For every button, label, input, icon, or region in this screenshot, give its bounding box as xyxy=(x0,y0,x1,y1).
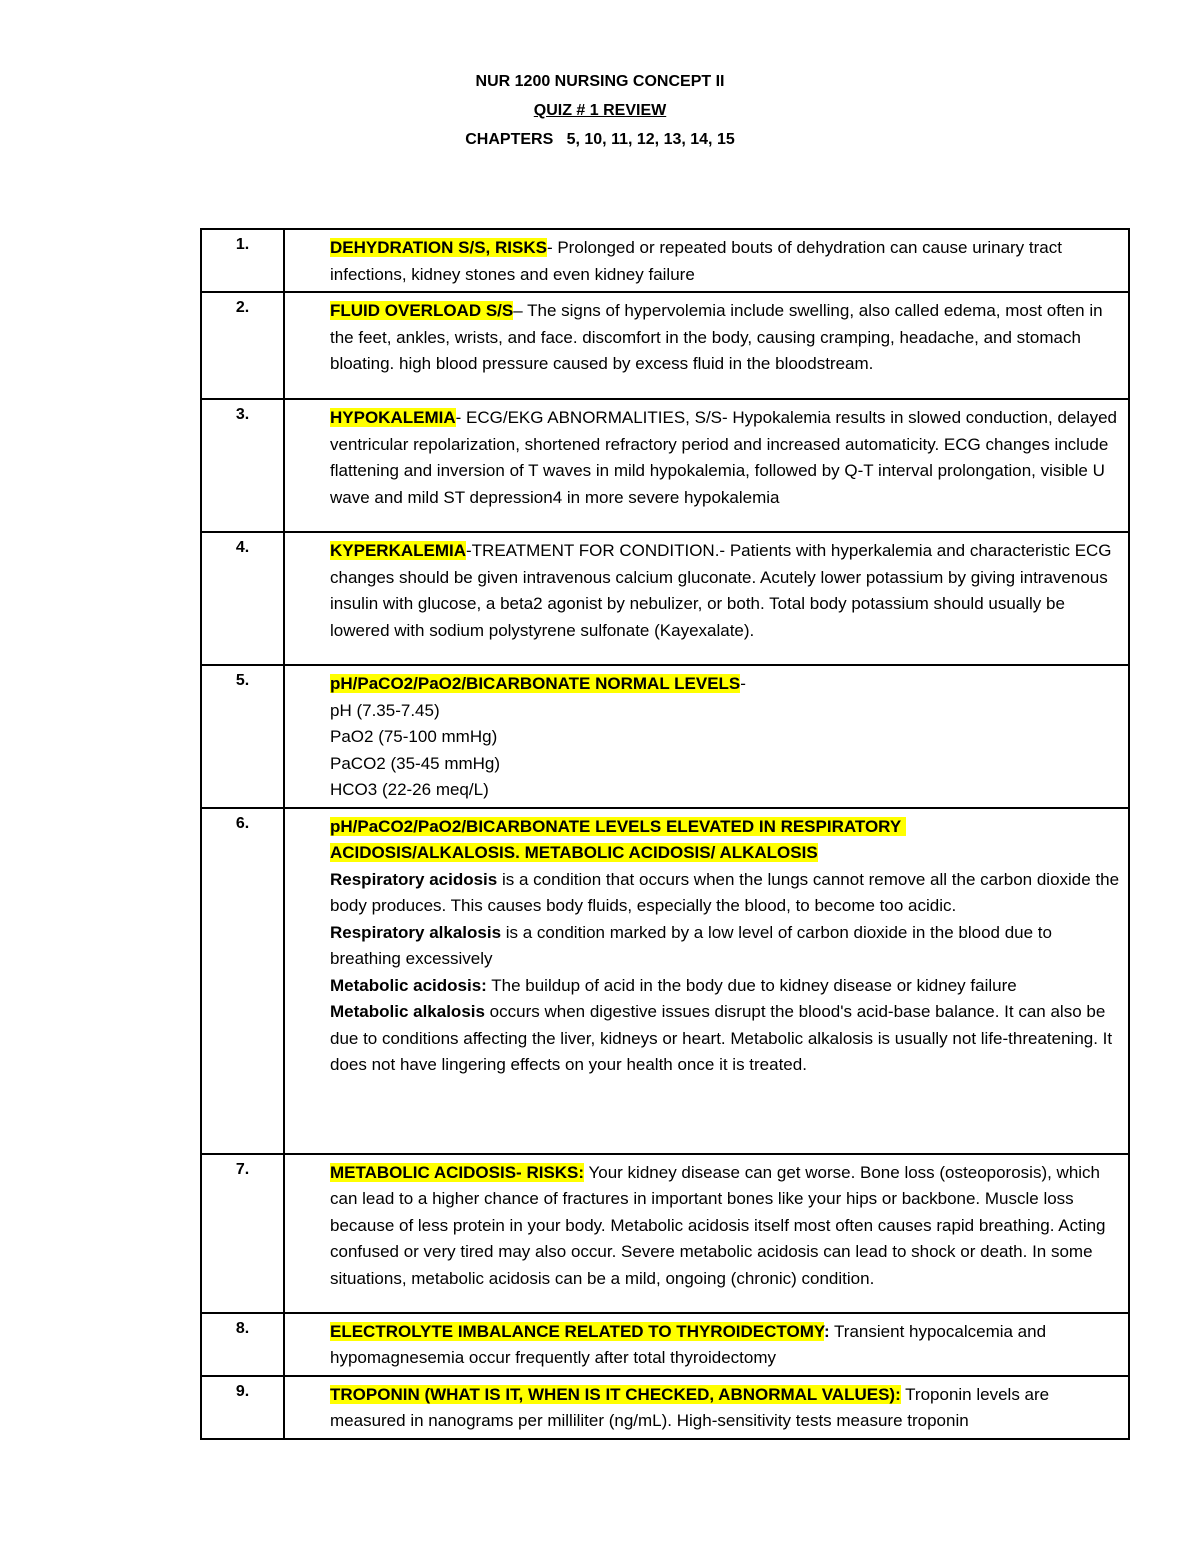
table-row xyxy=(201,532,1129,665)
item-content xyxy=(284,399,1129,532)
item-number: 5. xyxy=(201,665,284,808)
table-row xyxy=(201,292,1129,399)
entry-term: Respiratory alkalosis xyxy=(330,922,502,942)
chapters-line: CHAPTERS 5, 10, 11, 12, 13, 14, 15 xyxy=(465,131,735,148)
entry-text: occurs when digestive issues disrupt the blood's acid-base balance. It can also be due to conditions affecting the liver, kidneys or heart. Metabolic alkalosis is usually not life-threatening. It does not have lingering effects on your health once it is treated. xyxy=(330,1002,1113,1074)
item-content xyxy=(284,229,1129,292)
entry-text: is a condition that occurs when the lungs cannot remove all the carbon dioxide the body produces. This causes body fluids, especially the blood, to become too acidic. xyxy=(330,869,1120,915)
table-row xyxy=(201,399,1129,532)
item-number: 6. xyxy=(201,808,284,1154)
table-row xyxy=(201,1313,1129,1376)
item-content xyxy=(284,1376,1129,1439)
table-row xyxy=(201,1376,1129,1439)
item-text: - ECG/EKG ABNORMALITIES, S/S- Hypokalemia results in slowed conduction, delayed ventricular repolarization, shortened refractory period and increased automaticity. ECG changes include flattening and inversion of T waves in mild hypokalemia, followed by Q-T interval prolongation, visible U wave and mild ST depression4 in more severe hypokalemia xyxy=(330,408,1118,507)
item-heading: TROPONIN (WHAT IS IT, WHEN IS IT CHECKED, ABNORMAL VALUES): xyxy=(330,1384,901,1404)
item-content xyxy=(284,532,1129,665)
item-number: 9. xyxy=(201,1376,284,1439)
item-heading: METABOLIC ACIDOSIS- RISKS: xyxy=(330,1162,585,1182)
item-content xyxy=(284,1154,1129,1313)
item-content xyxy=(284,808,1129,1154)
item-text: -TREATMENT FOR CONDITION.- Patients with hyperkalemia and characteristic ECG changes should be given intravenous calcium gluconate. Acutely lower potassium by giving intravenous insulin with glucose, a beta2 agonist by nebulizer, or both. Total body potassium should usually be lowered with sodium polystyrene sulfonate (Kayexalate). xyxy=(330,541,1112,640)
item-heading: ACIDOSIS/ALKALOSIS. METABOLIC ACIDOSIS/ ALKALOSIS xyxy=(330,843,818,862)
table-row xyxy=(201,665,1129,808)
entry-text: The buildup of acid in the body due to kidney disease or kidney failure xyxy=(486,975,1017,995)
item-heading: pH/PaCO2/PaO2/BICARBONATE NORMAL LEVELS xyxy=(330,674,741,693)
item-number: 2. xyxy=(201,292,284,399)
item-number: 7. xyxy=(201,1154,284,1313)
item-heading: KYPERKALEMIA xyxy=(330,541,467,560)
item-heading: ELECTROLYTE IMBALANCE RELATED TO THYROIDECTOMY xyxy=(330,1321,824,1341)
item-heading: HYPOKALEMIA xyxy=(330,408,456,427)
item-heading-suffix: - xyxy=(740,674,746,693)
item-number: 3. xyxy=(201,399,284,532)
normal-value-hco3: HCO3 (22-26 meq/L) xyxy=(330,780,489,799)
item-text: - Prolonged or repeated bouts of dehydration can cause urinary tract infections, kidney stones and even kidney failure xyxy=(330,238,1062,284)
item-heading: FLUID OVERLOAD S/S xyxy=(330,301,514,320)
item-heading: DEHYDRATION S/S, RISKS xyxy=(330,238,547,257)
item-text: – The signs of hypervolemia include swelling, also called edema, most often in the feet, ankles, wrists, and face. discomfort in the body, causing cramping, headache, and stomach bloating. high blood pressure caused by excess fluid in the bloodstream. xyxy=(330,301,1103,373)
item-heading-suffix: : xyxy=(823,1321,830,1341)
entry-term: Respiratory acidosis xyxy=(330,869,498,889)
entry-text: is a condition marked by a low level of carbon dioxide in the blood due to breathing excessively xyxy=(330,922,1052,968)
entry-term: Metabolic acidosis: xyxy=(330,975,487,995)
normal-value-pao2: PaO2 (75-100 mmHg) xyxy=(330,727,498,746)
table-row xyxy=(201,808,1129,1154)
item-heading: pH/PaCO2/PaO2/BICARBONATE LEVELS ELEVATED IN RESPIRATORY xyxy=(330,816,906,836)
item-text: Your kidney disease can get worse. Bone loss (osteoporosis), which can lead to a higher chance of fractures in important bones like your hips or backbone. Muscle loss because of less protein in your body. Metabolic acidosis itself most often causes rapid breathing. Acting confused or very tired may also occur. Severe metabolic acidosis can lead to shock or death. In some situations, metabolic acidosis can be a mild, ongoing (chronic) condition. xyxy=(330,1162,1106,1288)
item-number: 1. xyxy=(201,229,284,292)
item-text: Troponin levels are measured in nanograms per milliliter (ng/mL). High-sensitivity tests measure troponin xyxy=(330,1384,1050,1430)
document-subtitle: QUIZ # 1 REVIEW xyxy=(533,102,667,119)
document-header xyxy=(0,74,1200,161)
item-content xyxy=(284,292,1129,399)
item-content xyxy=(284,1313,1129,1376)
normal-value-ph: pH (7.35-7.45) xyxy=(330,700,440,720)
document-title: NUR 1200 NURSING CONCEPT II xyxy=(475,73,725,90)
table-row xyxy=(201,229,1129,292)
normal-value-paco2: PaCO2 (35-45 mmHg) xyxy=(330,753,501,773)
entry-term: Metabolic alkalosis xyxy=(330,1002,485,1021)
item-number: 8. xyxy=(201,1313,284,1376)
table-row xyxy=(201,1154,1129,1313)
item-number: 4. xyxy=(201,532,284,665)
item-content xyxy=(284,665,1129,808)
item-text: Transient hypocalcemia and hypomagnesemia occur frequently after total thyroidectomy xyxy=(330,1321,1047,1367)
review-table xyxy=(200,228,1130,1440)
